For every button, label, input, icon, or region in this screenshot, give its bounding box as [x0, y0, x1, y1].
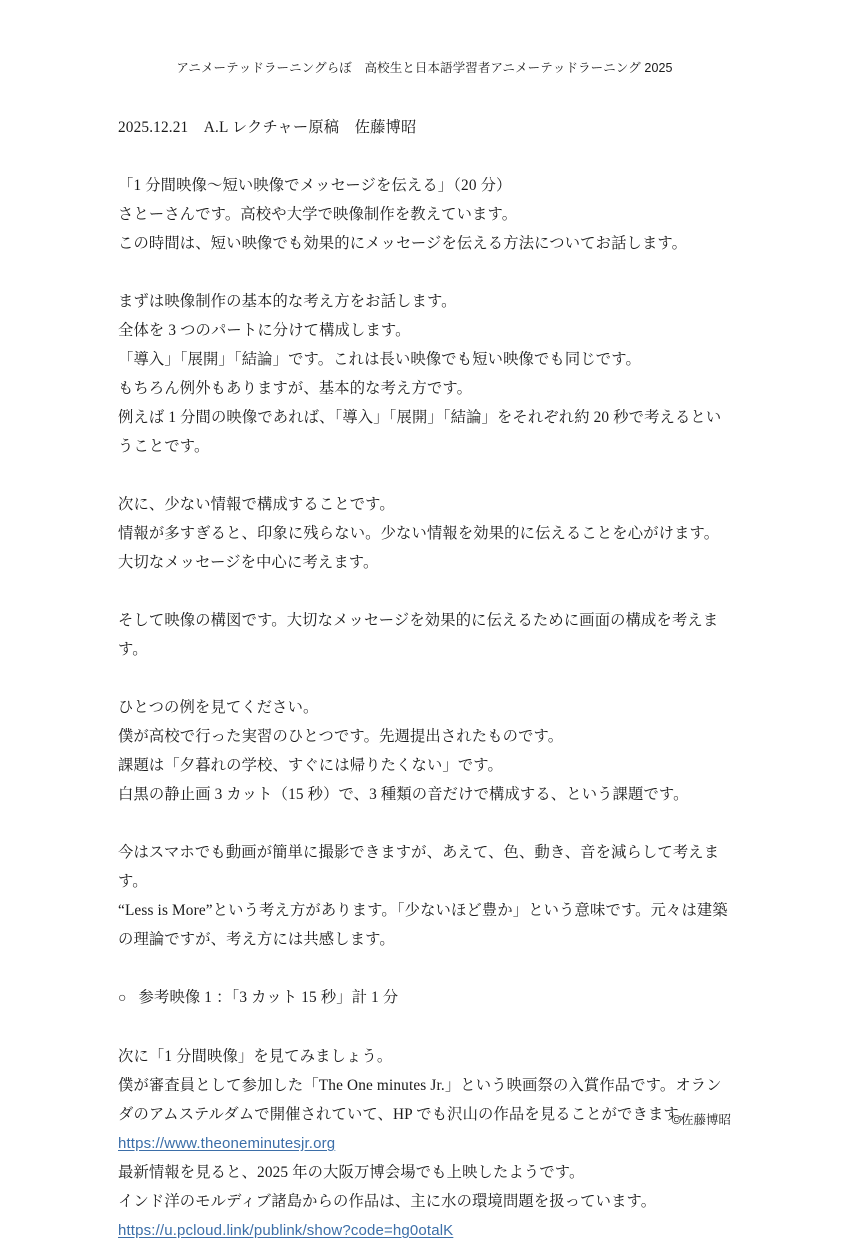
paragraph-closing-line-3: 最新情報を見ると、2025 年の大阪万博会場でも上映したようです。 — [118, 1164, 585, 1181]
paragraph-basics-line-5: 例えば 1 分間の映像であれば、「導入」「展開」「結論」をそれぞれ約 20 秒で考えるということです。 — [118, 409, 722, 455]
paragraph-lessismore-line-2: “Less is More”という考え方があります。「少ないほど豊か」という意味です。元々は建築の理論ですが、考え方には共感します。 — [118, 902, 728, 948]
paragraph-example-line-3: 課題は「夕暮れの学校、すぐには帰りたくない」です。 — [118, 757, 503, 774]
link-pcloud[interactable] — [118, 1216, 732, 1245]
paragraph-basics-line-1: まずは映像制作の基本的な考え方をお話します。 — [118, 293, 457, 310]
spacer — [118, 142, 732, 171]
reference-item-label — [127, 989, 139, 1006]
spacer — [118, 461, 732, 490]
paragraph-closing-line-2: 僕が審査員として参加した「The One minutes Jr.」という映画祭の入賞作品です。オランダのアムステルダムで開催されていて、HP でも沢山の作品を見ることができます。 — [118, 1077, 722, 1123]
paragraph-lessinfo-line-2: 情報が多すぎると、印象に残らない。少ない情報を効果的に伝えることを心がけます。 — [118, 525, 720, 542]
paragraph-closing-line-4: インド洋のモルディブ諸島からの作品は、主に水の環境問題を扱っています。 — [118, 1193, 657, 1210]
paragraph-example-line-4: 白黒の静止画 3 カット（15 秒）で、3 種類の音だけで構成する、という課題です。 — [118, 786, 689, 803]
link-theoneminutesjr-text[interactable]: https://www.theoneminutesjr.org — [118, 1135, 336, 1152]
document-title-line: 2025.12.21 A.L レクチャー原稿 佐藤博昭 — [118, 119, 417, 136]
running-header: アニメーテッドラーニングらぼ 高校生と日本語学習者アニメーテッドラーニング 2025 — [176, 61, 673, 75]
paragraph-example-line-1: ひとつの例を見てください。 — [118, 699, 319, 716]
reference-item-text: 参考映像 1 ：「3 カット 15 秒」計 1 分 — [138, 989, 399, 1006]
circle-bullet-icon: ○ — [118, 991, 127, 1006]
spacer — [118, 664, 732, 693]
reference-item — [118, 983, 732, 1013]
spacer — [118, 258, 732, 287]
link-pcloud-text[interactable]: https://u.pcloud.link/publink/show?code=hg0otalK — [118, 1222, 454, 1239]
paragraph-intro-line-3: この時間は、短い映像でも効果的にメッセージを伝える方法についてお話します。 — [118, 235, 688, 252]
paragraph-example-line-2: 僕が高校で行った実習のひとつです。先週提出されたものです。 — [118, 728, 564, 745]
paragraph-lessismore-line-1: 今はスマホでも動画が簡単に撮影できますが、あえて、色、動き、音を減らして考えます。 — [118, 844, 720, 890]
paragraph-basics-line-4: もちろん例外もありますが、基本的な考え方です。 — [118, 380, 473, 397]
paragraph-lessinfo-line-3: 大切なメッセージを中心に考えます。 — [118, 554, 379, 571]
paragraph-composition-line-1: そして映像の構図です。大切なメッセージを効果的に伝えるために画面の構成を考えます。 — [118, 612, 719, 658]
paragraph-intro-line-1: 「1 分間映像〜短い映像でメッセージを伝える」（20 分） — [118, 177, 512, 194]
paragraph-closing-line-1: 次に「1 分間映像」を見てみましょう。 — [118, 1048, 393, 1065]
spacer — [118, 809, 732, 838]
paragraph-lessinfo-line-1: 次に、少ない情報で構成することです。 — [118, 496, 395, 513]
spacer — [118, 954, 732, 983]
paragraph-intro-line-2: さとーさんです。高校や大学で映像制作を教えています。 — [118, 206, 518, 223]
document-footer: ©佐藤博昭 — [671, 1113, 731, 1127]
document-body — [118, 113, 732, 1245]
paragraph-basics-line-2: 全体を 3 つのパートに分けて構成します。 — [118, 322, 411, 339]
spacer — [118, 577, 732, 606]
link-theoneminutesjr[interactable] — [118, 1129, 732, 1158]
paragraph-basics-line-3: 「導入」「展開」「結論」です。これは長い映像でも短い映像でも同じです。 — [118, 351, 641, 368]
spacer — [118, 1013, 732, 1042]
